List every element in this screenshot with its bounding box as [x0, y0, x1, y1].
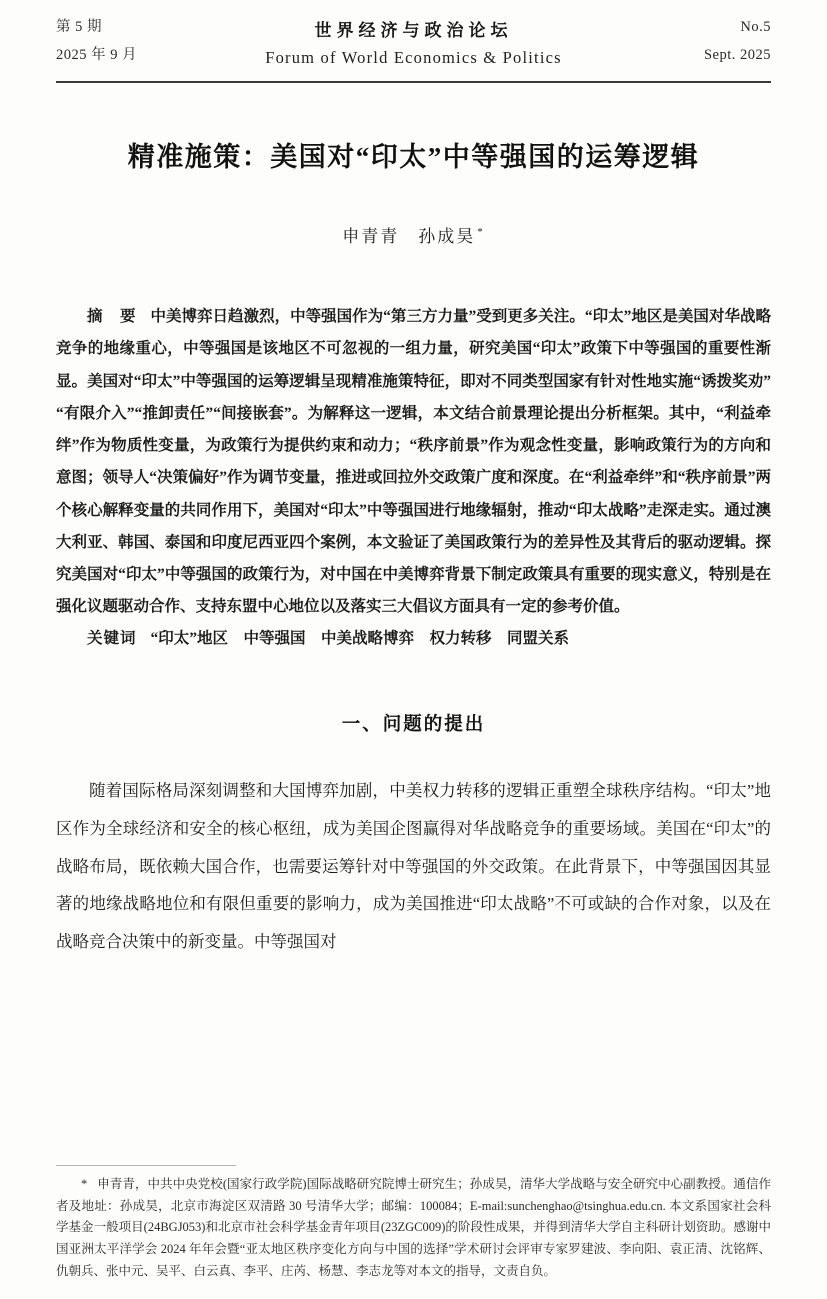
- footnote-text: 申青青，中共中央党校(国家行政学院)国际战略研究院博士研究生；孙成昊，清华大学战略与安全研究中心副教授。通信作者及地址：孙成昊，北京市海淀区双清路 30 号清华大学；邮编：100084；E-mail:sunchenghao@tsinghua.edu.cn. 本文系国家社会科学基金一般项目(24BGJ053)和北京市社会科学基金青年项目(23ZGC009)的阶段性成果，并得到清华大学自主科研计划资助。感谢中国亚洲太平洋学会 2024 年年会暨“亚太地区秩序变化方向与中国的选择”学术研讨会评审专家罗建波、李向阳、袁正清、沈铭辉、仇朝兵、张中元、吴平、白云真、李平、庄芮、杨慧、李志龙等对本文的指导，文责自负。: [56, 1176, 771, 1279]
- journal-title-cn: 世界经济与政治论坛: [314, 21, 513, 40]
- footnote-mark: *: [81, 1176, 88, 1191]
- abstract-paragraph: [56, 301, 771, 623]
- author-footnote-mark: *: [477, 226, 485, 239]
- masthead-right: [631, 14, 771, 69]
- masthead-center: [196, 14, 631, 68]
- keywords-paragraph: [56, 623, 771, 655]
- abstract-block: [56, 301, 771, 656]
- issue-number-cn: 第 5 期: [56, 19, 102, 35]
- abstract-label: 摘 要: [87, 308, 137, 326]
- abstract-text: 中美博弈日趋激烈，中等强国作为“第三方力量”受到更多关注。“印太”地区是美国对华战略竞争的地缘重心，中等强国是该地区不可忽视的一组力量，研究美国“印太”政策下中等强国的重要性渐显。美国对“印太”中等强国的运筹逻辑呈现精准施策特征，即对不同类型国家有针对性地实施“诱拨奖劝”“有限介入”“推卸责任”“间接嵌套”。为解释这一逻辑，本文结合前景理论提出分析框架。其中，“利益牵绊”作为物质性变量，为政策行为提供约束和动力；“秩序前景”作为观念性变量，影响政策行为的方向和意图；领导人“决策偏好”作为调节变量，推进或回拉外交政策广度和深度。在“利益牵绊”和“秩序前景”两个核心解释变量的共同作用下，美国对“印太”中等强国进行地缘辐射，推动“印太战略”走深走实。通过澳大利亚、韩国、泰国和印度尼西亚四个案例，本文验证了美国政策行为的差异性及其背后的驱动逻辑。探究美国对“印太”中等强国的政策行为，对中国在中美博弈背景下制定政策具有重要的现实意义，特别是在强化议题驱动合作、支持东盟中心地位以及落实三大倡议方面具有一定的参考价值。: [56, 308, 771, 616]
- issue-date-cn: 2025 年 9 月: [56, 46, 138, 63]
- footnote-rule: [56, 1165, 236, 1166]
- header-rule: [56, 81, 771, 83]
- issue-number-en: No.5: [740, 19, 771, 35]
- article-title: 精准施策：美国对“印太”中等强国的运筹逻辑: [127, 142, 700, 173]
- footnote-area: [56, 1165, 771, 1283]
- journal-masthead: [56, 14, 771, 69]
- keywords-label: 关键词: [87, 630, 137, 648]
- article-authors: [56, 222, 771, 247]
- author-names: 申青青 孙成昊: [342, 227, 476, 247]
- masthead-left: [56, 14, 196, 69]
- issue-date-en: Sept. 2025: [703, 46, 771, 63]
- footnote-paragraph: [56, 1174, 771, 1283]
- body-paragraph-1: 随着国际格局深刻调整和大国博弈加剧，中美权力转移的逻辑正重塑全球秩序结构。“印太”地区作为全球经济和安全的核心枢纽，成为美国企图赢得对华战略竞争的重要场域。美国在“印太”的战略布局，既依赖大国合作，也需要运筹针对中等强国的外交政策。在此背景下，中等强国因其显著的地缘战略地位和有限但重要的影响力，成为美国推进“印太战略”不可或缺的合作对象，以及在战略竞合决策中的新变量。中等强国对: [56, 780, 771, 952]
- keywords-text: “印太”地区 中等强国 中美战略博弈 权力转移 同盟关系: [150, 630, 569, 648]
- section-heading-1: 一、问题的提出: [341, 714, 486, 735]
- journal-title-en: Forum of World Economics & Politics: [265, 48, 562, 67]
